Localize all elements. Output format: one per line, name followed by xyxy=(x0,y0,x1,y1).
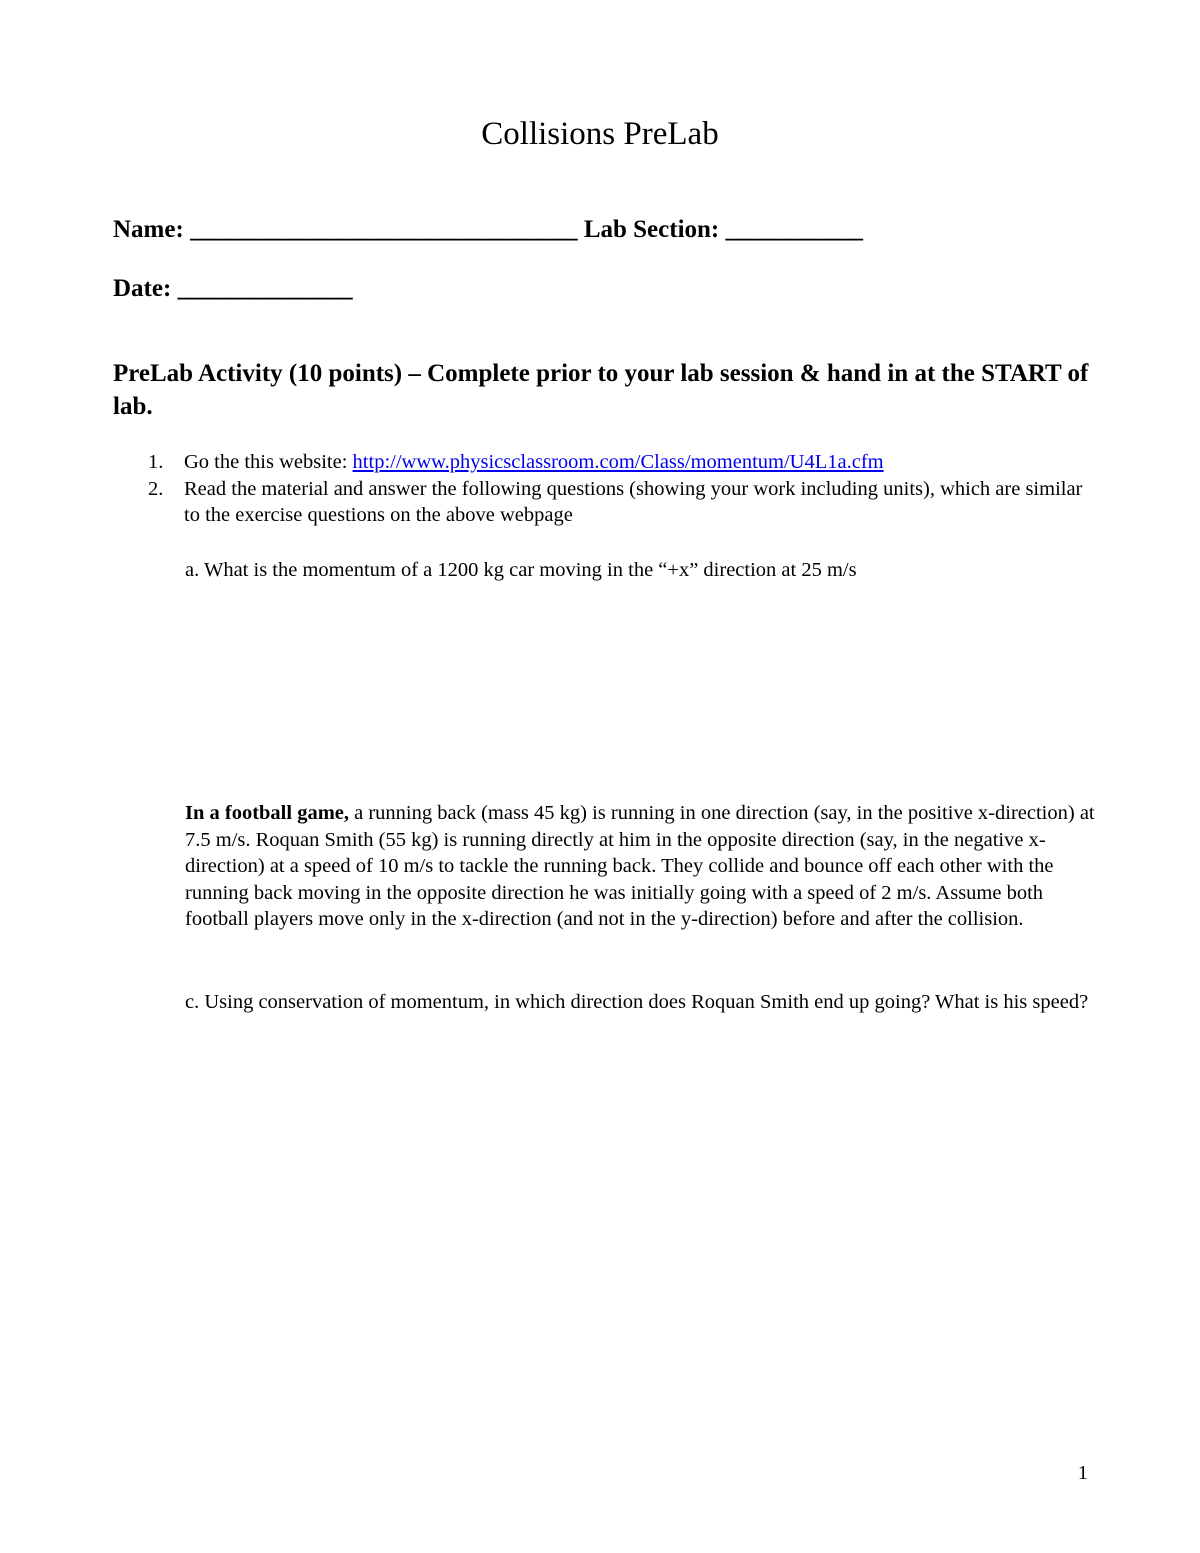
list-item-number: 2. xyxy=(148,477,164,500)
date-field[interactable]: ______________ xyxy=(177,275,353,302)
page-title: Collisions PreLab xyxy=(481,116,719,152)
website-link[interactable]: http://www.physicsclassroom.com/Class/momentum/U4L1a.cfm xyxy=(352,451,884,473)
lab-section-field[interactable]: ___________ xyxy=(725,216,863,243)
date-line xyxy=(113,274,353,304)
lab-section-label: Lab Section: xyxy=(583,216,720,243)
list-item-number: 1. xyxy=(148,451,164,473)
scenario-body: a running back (mass 45 kg) is running in one direction (say, in the positive x-direction) at 7.5 m/s. Roquan Smith (55 kg) is running directly at him in the opposite direction (say, in the negative x-direction) at a speed of 10 m/s to tackle the running back. They collide and bounce off each other with the running back moving in the opposite direction he was initially going with a speed of 2 m/s. Assume both football players move only in the x-direction (and not in the y-direction) before and after the collision. xyxy=(185,802,1095,931)
question-a: a. What is the momentum of a 1200 kg car moving in the “+x” direction at 25 m/s xyxy=(185,559,857,581)
prelab-heading: PreLab Activity (10 points) – Complete prior to your lab session & hand in at the START of lab. xyxy=(113,360,1089,420)
name-label: Name: xyxy=(113,216,184,243)
list-item-text: Go the this website: xyxy=(184,451,353,473)
list-item xyxy=(113,476,1093,529)
list-item-text: Read the material and answer the following questions (showing your work including units), which are similar to the exercise questions on the above webpage xyxy=(184,477,1083,526)
instruction-list xyxy=(113,449,1093,529)
page-number: 1 xyxy=(1077,1462,1088,1484)
name-section-line xyxy=(113,215,863,245)
name-field[interactable]: _______________________________ xyxy=(190,216,578,243)
question-c: c. Using conservation of momentum, in which direction does Roquan Smith end up going? What is his speed? xyxy=(185,991,1089,1013)
football-scenario xyxy=(185,800,1095,933)
scenario-lead: In a football game, xyxy=(185,802,349,824)
date-label: Date: xyxy=(113,275,172,302)
list-item xyxy=(113,449,1093,476)
